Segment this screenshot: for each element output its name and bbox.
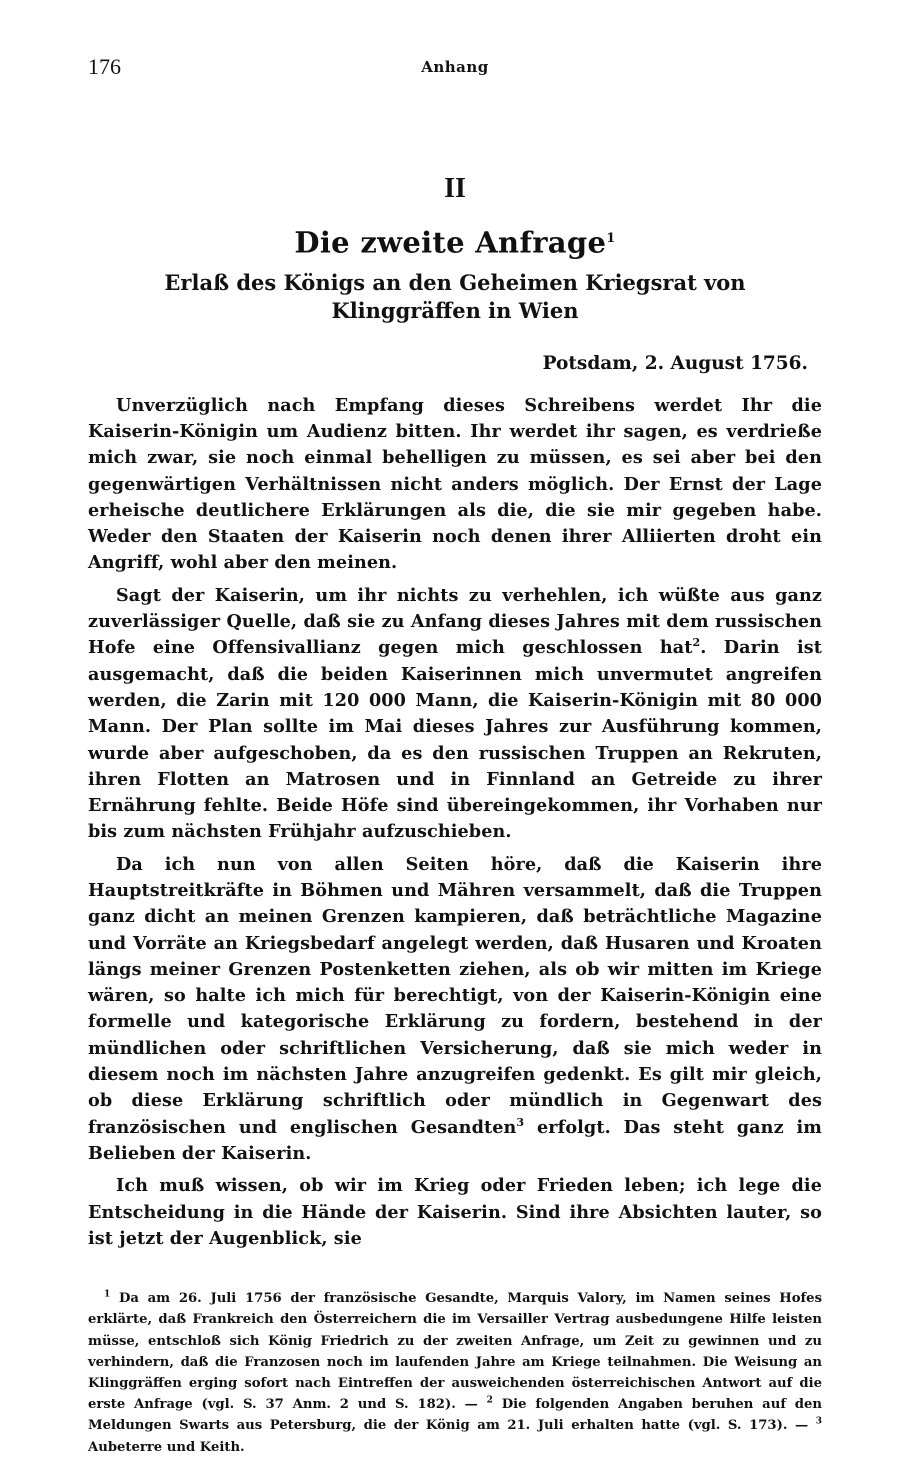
body-text xyxy=(88,393,822,1253)
paragraph: Unverzüglich nach Empfang dieses Schreibens werdet Ihr die Kaiserin-Königin um Audienz bitten. Ihr werdet ihr sagen, es verdrieße mich zwar, sie noch einmal behelligen zu müssen, es sei aber bei den gegenwärtigen Verhältnissen nicht anders möglich. Der Ernst der Lage erheische deutlichere Erklärungen als die, die sie mir gegeben habe. Weder den Staaten der Kaiserin noch denen ihrer Alliierten droht ein Angriff, wohl aber den meinen. xyxy=(88,394,822,574)
document-title xyxy=(88,222,822,260)
paragraph xyxy=(88,583,822,846)
paragraph-text: . Darin ist ausgemacht, daß die beiden Kaiserinnen mich unvermutet angreifen werden, die Zarin mit 120 000 Mann, die Kaiserin-Königin mit 80 000 Mann. Der Plan sollte im Mai dieses Jahres zur Ausführung kommen, wurde aber aufgeschoben, da es den russischen Truppen an Rekruten, ihren Flotten an Matrosen und in Finnland an Getreide zu ihrer Ernährung fehlte. Beide Höfe sind übereingekommen, ihr Vorhaben nur bis zum nächsten Frühjahr aufzuschieben. xyxy=(88,637,822,843)
paragraph-text: Da ich nun von allen Seiten höre, daß die Kaiserin ihre Hauptstreitkräfte in Böhmen und Mähren versammelt, daß die Truppen ganz dicht an meinen Grenzen kampieren, daß beträchtliche Magazine und Vorräte an Kriegsbedarf angelegt werden, daß Husaren und Kroaten längs meiner Grenzen Postenketten ziehen, als ob wir mitten im Kriege wären, so halte ich mich für berechtigt, von der Kaiserin-Königin eine formelle und kategorische Erklärung zu fordern, bestehend in der mündlichen oder schriftlichen Versicherung, daß sie mich weder in diesem noch im nächsten Jahre anzugreifen gedenkt. Es gilt mir gleich, ob diese Erklärung schriftlich oder mündlich in Gegenwart des französischen und englischen Gesandten xyxy=(88,853,822,1138)
footnote-mark: 2 xyxy=(692,636,701,650)
document-title-text: Die zweite Anfrage xyxy=(294,225,607,260)
section-numeral: II xyxy=(444,173,466,204)
footnote-mark: 2 xyxy=(486,1395,493,1406)
page-number: 176 xyxy=(88,54,121,79)
footnote-mark: 1 xyxy=(104,1289,111,1300)
paragraph xyxy=(88,852,822,1168)
footnote-mark: 1 xyxy=(606,231,616,246)
footnote-mark: 3 xyxy=(815,1416,822,1427)
document-subtitle: Erlaß des Königs an den Geheimen Kriegsrat von Klinggräffen in Wien xyxy=(164,269,746,323)
footnote-text: Die folgenden Angaben beruhen auf den Meldungen Swarts aus Petersburg, die der König am 21. Juli erhalten hatte (vgl. S. 173). — xyxy=(88,1397,822,1434)
paragraph-text: erfolgt. Das steht ganz im Belieben der Kaiserin. xyxy=(88,1116,822,1164)
running-head xyxy=(88,48,822,88)
book-page xyxy=(88,48,822,1458)
running-title: Anhang xyxy=(421,58,489,76)
footnotes xyxy=(88,1288,822,1458)
dateline: Potsdam, 2. August 1756. xyxy=(542,352,808,374)
footnote-text: Da am 26. Juli 1756 der französische Gesandte, Marquis Valory, im Namen seines Hofes erklärte, daß Frankreich den Österreichern die im Versailler Vertrag ausbedungene Hilfe leisten müsse, entschloß sich König Friedrich zu der zweiten Anfrage, um Zeit zu gewinnen und zu verhindern, daß die Franzosen noch im laufenden Jahre am Kriege teilnahmen. Die Weisung an Klinggräffen erging sofort nach Eintreffen der ausweichenden österreichischen Antwort auf die erste Anfrage (vgl. S. 37 Anm. 2 und S. 182). — xyxy=(88,1291,822,1413)
footnote-mark: 3 xyxy=(516,1115,525,1129)
footnote-text: Aubeterre und Keith. xyxy=(88,1439,245,1455)
footnote-block xyxy=(88,1288,822,1458)
paragraph-text: Sagt der Kaiserin, um ihr nichts zu verhehlen, ich wüßte aus ganz zuverlässiger Quelle, daß sie zu Anfang dieses Jahres mit dem russischen Hofe eine Offensivallianz gegen mich geschlossen hat xyxy=(88,584,822,659)
paragraph: Ich muß wissen, ob wir im Krieg oder Frieden leben; ich lege die Entscheidung in die Hände der Kaiserin. Sind ihre Absichten lauter, so ist jetzt der Augenblick, sie xyxy=(88,1175,822,1249)
